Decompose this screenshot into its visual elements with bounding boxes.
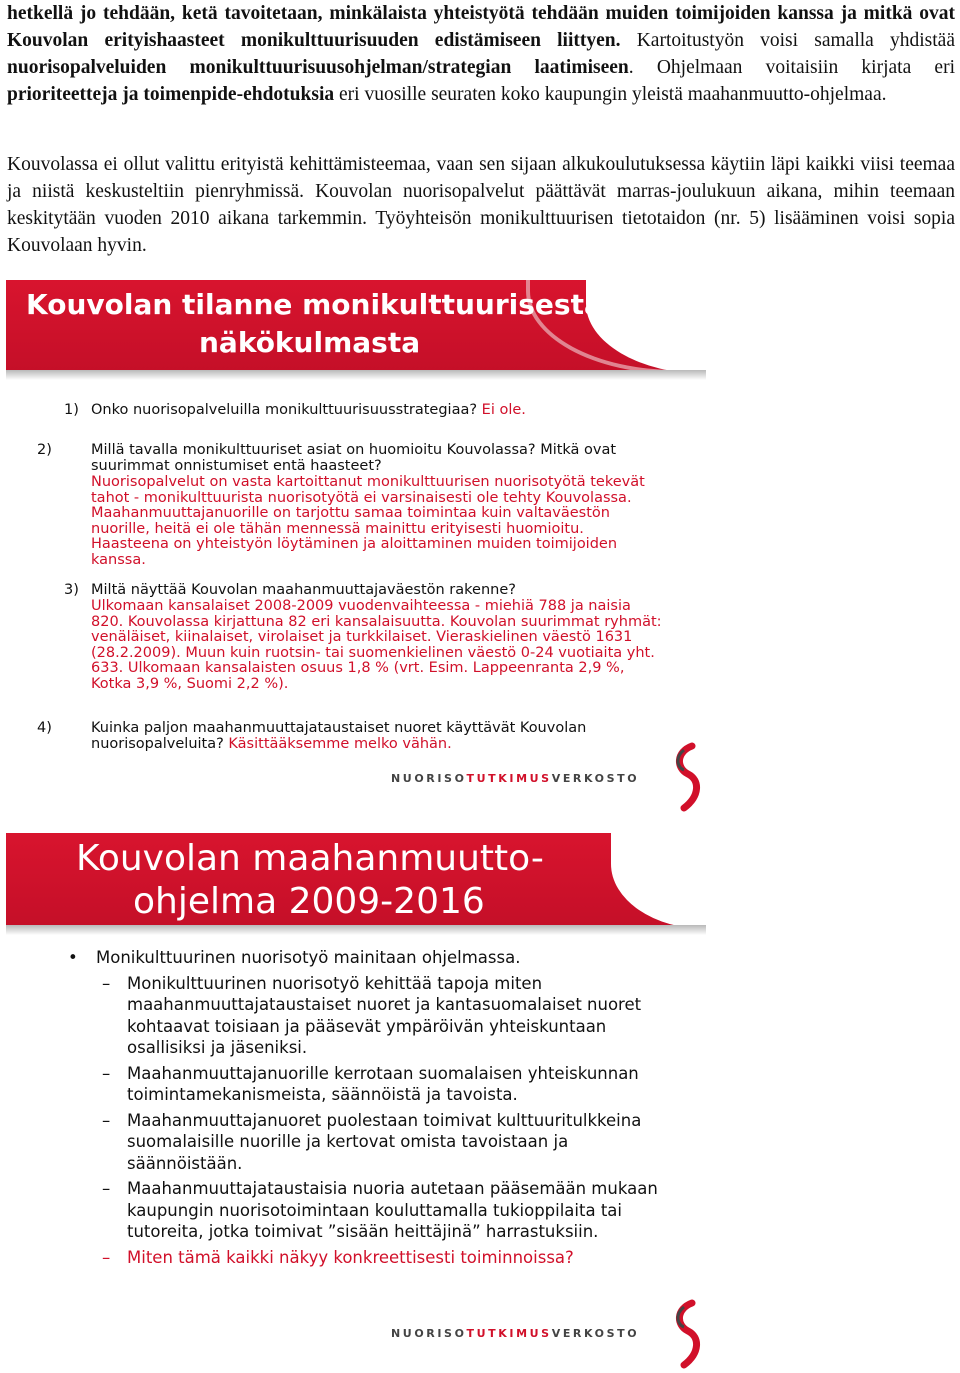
sub-item-5	[68, 1247, 688, 1269]
dash: –	[102, 1063, 111, 1083]
logo-part-b: TUTKIMUS	[466, 1327, 552, 1340]
logo-part-c: VERKOSTO	[551, 772, 640, 785]
nuorisotutkimusverkosto-logo	[391, 772, 639, 785]
intro-text-6: eri vuosille seuraten koko kaupungin yleistä maahanmuutto-ohjelmaa.	[334, 84, 887, 105]
logo-part-b: TUTKIMUS	[466, 772, 552, 785]
logo-part-c: VERKOSTO	[551, 1327, 640, 1340]
intro-bold-5: prioriteetteja ja toimenpide-ehdotuksia	[7, 84, 335, 105]
answer-text: Ei ole.	[481, 402, 526, 418]
question-4	[37, 720, 664, 752]
dash: –	[102, 1110, 111, 1130]
sub-item-text: Miten tämä kaikki näkyy konkreettisesti toiminnoissa?	[127, 1247, 574, 1267]
logo-part-a: NUORISO	[391, 1327, 467, 1340]
sub-item-text: Monikulttuurinen nuorisotyö kehittää tapoja miten maahanmuuttajataustaiset nuoret ja kantasuomalaiset nuoret kohtaavat toisiaan ja pääsevät ympäröivän yhteiskuntaan osallisiksi ja jäseniksi.	[127, 973, 642, 1057]
question-number: 2)	[37, 442, 52, 458]
sub-item-2	[68, 1063, 688, 1106]
intro-text-4: . Ohjelmaan voitaisiin kirjata eri	[628, 57, 956, 78]
nuorisotutkimusverkosto-logo	[391, 1327, 639, 1340]
dash: –	[102, 973, 111, 993]
question-text: Millä tavalla monikulttuuriset asiat on huomioitu Kouvolassa? Mitkä ovat suurimmat onnistumiset entä haasteet?	[91, 442, 617, 474]
bullet-item: • Monikulttuurinen nuorisotyö mainitaan ohjelmassa.	[68, 947, 688, 969]
slide-title-line2: ohjelma 2009-2016	[133, 881, 485, 922]
slide-title	[76, 837, 544, 923]
sub-item-text: Maahanmuuttajanuoret puolestaan toimivat kulttuuritulkkeina suomalaisille nuorille ja kertovat omista tavoistaan ja säännöistään.	[127, 1110, 642, 1173]
bullet-list	[68, 947, 688, 1272]
banner-curve	[611, 833, 706, 929]
slide-banner	[6, 833, 706, 929]
question-number: 3)	[64, 582, 79, 598]
slide-title-line1: Kouvolan tilanne monikulttuurisesta	[26, 288, 603, 321]
logo-part-a: NUORISO	[391, 772, 467, 785]
slide-situation	[6, 280, 706, 820]
logo-swirl-icon	[670, 742, 706, 812]
answer-2: Nuorisopalvelut on vasta kartoittanut monikulttuurisen nuorisotyötä tekevät tahot - monikulttuurista nuorisotyötä ei varsinaisesti ole tehty Kouvolassa. Maahanmuuttajanuorille on tarjottu samaa toimintaa kuin valtaväestön nuorille, heitä ei ole tähän mennessä mainittu erityisesti huomioitu. Haasteena on yhteistyön löytäminen ja aloittaminen muiden toimijoiden kanssa.	[91, 474, 645, 568]
question-2	[37, 442, 664, 474]
question-number: 4)	[37, 720, 52, 736]
question-text: Kuinka paljon maahanmuuttajataustaiset nuoret käyttävät Kouvolan nuorisopalveluita?	[91, 720, 587, 752]
sub-item-1	[68, 973, 688, 1059]
question-3	[64, 583, 664, 599]
question-1	[64, 403, 664, 419]
slide-title-line2: näkökulmasta	[199, 326, 421, 359]
sub-item-text: Maahanmuuttajanuorille kerrotaan suomalaisen yhteiskunnan toimintamekanismeista, säännöistä ja tavoista.	[127, 1063, 639, 1104]
question-text: Miltä näyttää Kouvolan maahanmuuttajaväestön rakenne?	[91, 582, 516, 598]
dash: –	[102, 1179, 111, 1198]
question-number: 1)	[64, 402, 79, 418]
sub-item-4	[68, 1178, 688, 1243]
sub-item-3	[68, 1110, 688, 1175]
slide-title	[26, 286, 603, 362]
intro-paragraph-1	[7, 0, 955, 108]
sub-item-text: Maahanmuuttajataustaisia nuoria autetaan pääsemään mukaan kaupungin nuorisotoimintaan kouluttamalla tukioppilaita tai tutoreita, jotka toimivat ”sisään heittäjinä” harrastuksiin.	[127, 1179, 658, 1241]
answer-text: Käsittääksemme melko vähän.	[228, 735, 452, 752]
intro-text-2: Kartoitustyön voisi samalla yhdistää	[620, 30, 955, 51]
dash: –	[102, 1247, 111, 1267]
intro-paragraph-2: Kouvolassa ei ollut valittu erityistä kehittämisteemaa, vaan sen sijaan alkukoulutuksessa käytiin läpi kaikki viisi teemaa ja niistä keskusteltiin pienryhmissä. Kouvolan nuorisopalvelut päättävät marras-joulukuun aikana, mihin teemaan keskitytään vuoden 2010 aikana tarkemmin. Työyhteisön monikulttuurisen tietotaidon (nr. 5) lisääminen voisi sopia Kouvolaan hyvin.	[7, 154, 955, 256]
intro-bold-1: hetkellä jo tehdään, ketä tavoitetaan, minkälaista yhteistyötä tehdään muiden toimijoiden kanssa ja mitkä ovat Kouvolan erityishaasteet monikulttuurisuuden edistämiseen liittyen.	[7, 3, 955, 51]
slide-title-line1: Kouvolan maahanmuutto-	[76, 838, 544, 879]
question-text: Onko nuorisopalveluilla monikulttuurisuusstrategiaa?	[91, 402, 482, 418]
answer-3: Ulkomaan kansalaiset 2008-2009 vuodenvaihteessa - miehiä 788 ja naisia 820. Kouvolassa kirjattuna 82 eri kansalaisuutta. Kouvolan suurimmat ryhmät: venäläiset, kiinalaiset, virolaiset ja turkkilaiset. Vieraskielinen väestö 1631 (28.2.2009). Muun kuin ruotsin- tai suomenkielinen väestö 0-24 vuotiaita yht. 633. Ulkomaan kansalaisten osuus 1,8 % (vrt. Esim. Lappeenranta 2,9 %, Kotka 3,9 %, Suomi 2,2 %).	[91, 598, 662, 692]
slide-immigration-program	[6, 833, 706, 1373]
slide-banner	[6, 280, 706, 374]
intro-bold-3: nuorisopalveluiden monikulttuurisuusohjelman/strategian laatimiseen	[7, 57, 629, 78]
logo-swirl-icon	[670, 1299, 706, 1369]
